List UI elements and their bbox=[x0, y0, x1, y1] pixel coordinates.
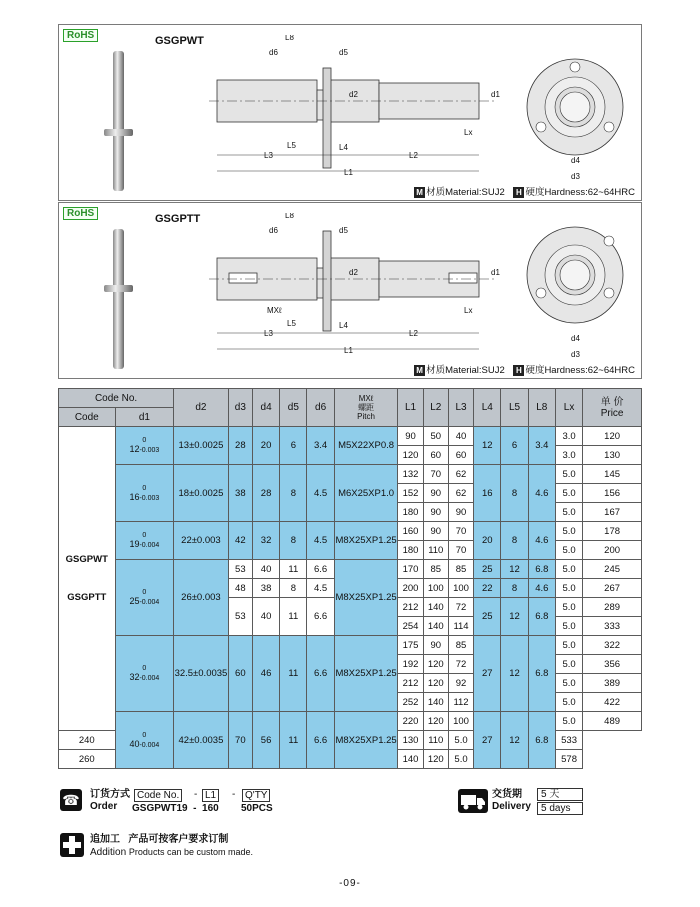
table-cell: 46 bbox=[252, 636, 279, 712]
table-cell: 48 bbox=[228, 579, 252, 598]
table-cell: 70 bbox=[228, 712, 252, 769]
d1-cell bbox=[115, 427, 174, 465]
table-cell: 3.4 bbox=[307, 427, 334, 465]
table-cell: 333 bbox=[583, 617, 642, 636]
table-cell: 32.5±0.0035 bbox=[174, 636, 229, 712]
page-number: -09- bbox=[339, 878, 361, 889]
table-cell: 5.0 bbox=[555, 674, 582, 693]
table-cell: 170 bbox=[398, 560, 423, 579]
table-cell: 5.0 bbox=[555, 712, 582, 731]
table-cell: 85 bbox=[423, 560, 448, 579]
order-example: GSGPWT19 - 160 50PCS bbox=[132, 803, 273, 814]
rohs-badge: RoHS bbox=[63, 29, 98, 42]
dim-l4: L4 bbox=[339, 321, 348, 330]
d1-value: 32 bbox=[129, 672, 140, 682]
table-cell: M5X22XP0.8 bbox=[334, 427, 398, 465]
dim-lx: Lx bbox=[464, 128, 473, 137]
table-cell: 90 bbox=[423, 636, 448, 655]
table-cell: 4.6 bbox=[528, 579, 555, 598]
table-cell: 20 bbox=[474, 522, 501, 560]
table-cell: 11 bbox=[280, 598, 307, 636]
table-cell: 120 bbox=[423, 655, 448, 674]
table-cell: 90 bbox=[423, 503, 448, 522]
table-cell: 26±0.003 bbox=[174, 560, 229, 636]
dim-d4: d4 bbox=[571, 334, 580, 343]
model-title: GSGPTT bbox=[155, 213, 201, 225]
dim-l4: L4 bbox=[339, 143, 348, 152]
drawing-panel-gsgpwt bbox=[58, 24, 642, 201]
table-cell: 28 bbox=[228, 427, 252, 465]
table-cell: 42±0.0035 bbox=[174, 712, 229, 769]
table-cell: 140 bbox=[398, 750, 423, 769]
dim-l2: L2 bbox=[409, 151, 418, 160]
table-cell: 145 bbox=[583, 465, 642, 484]
table-cell: 32 bbox=[252, 522, 279, 560]
table-cell: 5.0 bbox=[555, 617, 582, 636]
flange-end-view bbox=[523, 35, 633, 185]
delivery-en: 5 days bbox=[537, 802, 583, 815]
delivery-cn: 5 天 bbox=[537, 788, 583, 801]
order-box-qty: Q'TY bbox=[242, 789, 270, 802]
table-cell: 245 bbox=[583, 560, 642, 579]
table-cell: 70 bbox=[448, 541, 473, 560]
table-cell: 178 bbox=[583, 522, 642, 541]
hardness-text: 硬度Hardness:62~64HRC bbox=[525, 187, 635, 198]
hardness-icon: H bbox=[513, 365, 524, 376]
delivery-label: 交货期 Delivery bbox=[492, 789, 531, 812]
table-cell: 6.6 bbox=[307, 598, 334, 636]
header-l1: L1 bbox=[398, 389, 423, 427]
table-cell: 38 bbox=[228, 465, 252, 522]
table-cell: 212 bbox=[398, 598, 423, 617]
material-icon: M bbox=[414, 365, 425, 376]
dim-l1: L1 bbox=[344, 168, 353, 177]
table-cell: 6.8 bbox=[528, 712, 555, 769]
dim-l3: L3 bbox=[264, 151, 273, 160]
table-row bbox=[59, 636, 642, 655]
table-cell: 160 bbox=[398, 522, 423, 541]
table-cell: 60 bbox=[448, 446, 473, 465]
table-cell: 4.6 bbox=[528, 465, 555, 522]
order-box-code: Code No. bbox=[134, 789, 182, 802]
dim-d1: d1 bbox=[491, 268, 500, 277]
table-cell: 6.6 bbox=[307, 560, 334, 579]
table-cell: 130 bbox=[398, 731, 423, 750]
table-cell: 252 bbox=[398, 693, 423, 712]
table-cell: 120 bbox=[423, 750, 448, 769]
table-cell: 322 bbox=[583, 636, 642, 655]
table-cell: 260 bbox=[59, 750, 116, 769]
dim-d6: d6 bbox=[269, 48, 278, 57]
table-cell: 140 bbox=[423, 693, 448, 712]
addition-text: 追加工 产品可按客户要求订制 Addition Products can be custom made. bbox=[90, 834, 253, 858]
table-cell: 27 bbox=[474, 712, 501, 769]
header-d1: d1 bbox=[115, 408, 174, 427]
table-row bbox=[59, 427, 642, 446]
header-l5: L5 bbox=[501, 389, 528, 427]
d1-value: 16 bbox=[129, 491, 140, 502]
d1-cell bbox=[115, 712, 174, 769]
table-cell: 70 bbox=[423, 465, 448, 484]
table-cell: M6X25XP1.0 bbox=[334, 465, 398, 522]
table-cell: 220 bbox=[398, 712, 423, 731]
dim-l5: L5 bbox=[287, 319, 296, 328]
d1-cell bbox=[115, 522, 174, 560]
table-cell: 42 bbox=[228, 522, 252, 560]
table-cell: 3.4 bbox=[528, 427, 555, 465]
truck-icon bbox=[458, 789, 488, 813]
table-cell: 25 bbox=[474, 598, 501, 636]
order-label: 订货方式 Order bbox=[90, 789, 130, 812]
dim-l5: L5 bbox=[287, 141, 296, 150]
material-line bbox=[414, 362, 635, 376]
tolerance-upper: 0 bbox=[142, 589, 147, 596]
table-cell: 175 bbox=[398, 636, 423, 655]
shaft-drawing bbox=[209, 213, 509, 373]
table-cell: 254 bbox=[398, 617, 423, 636]
dim-l8: L8 bbox=[285, 213, 294, 220]
table-cell: 8 bbox=[280, 522, 307, 560]
material-text: 材质Material:SUJ2 bbox=[426, 365, 505, 376]
table-cell: 5.0 bbox=[555, 636, 582, 655]
table-cell: 192 bbox=[398, 655, 423, 674]
table-cell: M8X25XP1.25 bbox=[334, 522, 398, 560]
table-cell: M8X25XP1.25 bbox=[334, 560, 398, 636]
table-cell: 120 bbox=[423, 674, 448, 693]
order-dash: - bbox=[194, 789, 198, 800]
table-cell: 6 bbox=[501, 427, 528, 465]
table-cell: 289 bbox=[583, 598, 642, 617]
tolerance-lower: -0.004 bbox=[139, 542, 160, 549]
table-cell: 27 bbox=[474, 636, 501, 712]
table-cell: 12 bbox=[501, 598, 528, 636]
table-cell: 130 bbox=[583, 446, 642, 465]
table-cell: 5.0 bbox=[555, 503, 582, 522]
header-l3: L3 bbox=[448, 389, 473, 427]
dim-l8: L8 bbox=[285, 35, 294, 42]
table-cell: 4.5 bbox=[307, 522, 334, 560]
tolerance-upper: 0 bbox=[142, 437, 147, 444]
order-box-l1: L1 bbox=[202, 789, 219, 802]
table-cell: 5.0 bbox=[555, 693, 582, 712]
table-cell: 56 bbox=[252, 712, 279, 769]
dim-mxl: MXℓ bbox=[267, 306, 282, 315]
table-cell: 132 bbox=[398, 465, 423, 484]
table-cell: 11 bbox=[280, 560, 307, 579]
table-cell: 200 bbox=[583, 541, 642, 560]
table-cell: 90 bbox=[398, 427, 423, 446]
table-cell: 5.0 bbox=[448, 731, 473, 750]
table-cell: 53 bbox=[228, 560, 252, 579]
shaft-photo bbox=[99, 47, 139, 197]
table-cell: 100 bbox=[448, 579, 473, 598]
table-cell: 25 bbox=[474, 560, 501, 579]
table-cell: 8 bbox=[501, 579, 528, 598]
phone-icon: ☎ bbox=[60, 789, 82, 811]
table-cell: M8X25XP1.25 bbox=[334, 636, 398, 712]
shaft-drawing bbox=[209, 35, 509, 195]
tolerance-upper: 0 bbox=[142, 731, 147, 739]
table-cell: 70 bbox=[448, 522, 473, 541]
tolerance-lower: -0.003 bbox=[139, 494, 160, 502]
header-d4: d4 bbox=[252, 389, 279, 427]
dim-l2: L2 bbox=[409, 329, 418, 338]
header-d5: d5 bbox=[280, 389, 307, 427]
table-cell: 3.0 bbox=[555, 427, 582, 446]
tolerance-upper: 0 bbox=[142, 484, 147, 492]
header-l2: L2 bbox=[423, 389, 448, 427]
plus-icon bbox=[60, 833, 84, 857]
table-cell: 72 bbox=[448, 598, 473, 617]
table-cell: 13±0.0025 bbox=[174, 427, 229, 465]
table-cell: 40 bbox=[448, 427, 473, 446]
table-cell: 90 bbox=[423, 484, 448, 503]
table-cell: 50 bbox=[423, 427, 448, 446]
table-cell: 4.6 bbox=[528, 522, 555, 560]
table-cell: 4.5 bbox=[307, 579, 334, 598]
header-code: Code bbox=[59, 408, 116, 427]
table-cell: 5.0 bbox=[555, 598, 582, 617]
table-cell: 533 bbox=[555, 731, 582, 750]
material-line bbox=[414, 184, 635, 198]
d1-cell bbox=[115, 636, 174, 712]
material-text: 材质Material:SUJ2 bbox=[426, 187, 505, 198]
d1-value: 40 bbox=[129, 738, 140, 749]
table-cell: 240 bbox=[59, 731, 116, 750]
d1-value: 19 bbox=[129, 539, 140, 549]
table-cell: 5.0 bbox=[555, 541, 582, 560]
dim-d3: d3 bbox=[571, 172, 580, 181]
table-cell: 167 bbox=[583, 503, 642, 522]
table-cell: 8 bbox=[501, 522, 528, 560]
dim-d4: d4 bbox=[571, 156, 580, 165]
table-cell: 90 bbox=[448, 503, 473, 522]
table-cell: 5.0 bbox=[555, 655, 582, 674]
table-cell: 389 bbox=[583, 674, 642, 693]
table-cell: 6 bbox=[280, 427, 307, 465]
code-gsgptt: GSGPTT bbox=[67, 591, 107, 603]
code-cell bbox=[59, 427, 116, 731]
table-cell: 200 bbox=[398, 579, 423, 598]
table-cell: 62 bbox=[448, 465, 473, 484]
table-cell: 8 bbox=[280, 579, 307, 598]
table-cell: 140 bbox=[423, 617, 448, 636]
header-l8: L8 bbox=[528, 389, 555, 427]
table-cell: 5.0 bbox=[448, 750, 473, 769]
table-cell: 3.0 bbox=[555, 446, 582, 465]
table-cell: 40 bbox=[252, 560, 279, 579]
table-cell: 12 bbox=[474, 427, 501, 465]
table-cell: 6.8 bbox=[528, 598, 555, 636]
table-cell: 90 bbox=[423, 522, 448, 541]
table-cell: 110 bbox=[423, 541, 448, 560]
shaft-photo bbox=[99, 225, 139, 375]
table-cell: 20 bbox=[252, 427, 279, 465]
header-d3: d3 bbox=[228, 389, 252, 427]
table-cell: 120 bbox=[398, 446, 423, 465]
spec-table bbox=[58, 388, 642, 769]
dim-d1: d1 bbox=[491, 90, 500, 99]
table-row bbox=[59, 465, 642, 484]
d1-cell bbox=[115, 560, 174, 636]
dim-lx: Lx bbox=[464, 306, 473, 315]
d1-value: 25 bbox=[129, 596, 140, 606]
table-cell: 16 bbox=[474, 465, 501, 522]
table-cell: 100 bbox=[448, 712, 473, 731]
table-cell: 5.0 bbox=[555, 484, 582, 503]
table-cell: 212 bbox=[398, 674, 423, 693]
table-cell: 489 bbox=[583, 712, 642, 731]
table-cell: M8X25XP1.25 bbox=[334, 712, 398, 769]
tolerance-lower: -0.004 bbox=[139, 741, 160, 749]
header-d2: d2 bbox=[174, 389, 229, 427]
table-cell: 92 bbox=[448, 674, 473, 693]
table-cell: 6.6 bbox=[307, 712, 334, 769]
d1-cell bbox=[115, 465, 174, 522]
table-cell: 62 bbox=[448, 484, 473, 503]
table-cell: 112 bbox=[448, 693, 473, 712]
table-cell: 38 bbox=[252, 579, 279, 598]
hardness-icon: H bbox=[513, 187, 524, 198]
table-cell: 110 bbox=[423, 731, 448, 750]
table-cell: 40 bbox=[252, 598, 279, 636]
table-cell: 11 bbox=[280, 636, 307, 712]
table-cell: 53 bbox=[228, 598, 252, 636]
dim-d5: d5 bbox=[339, 226, 348, 235]
table-cell: 60 bbox=[423, 446, 448, 465]
table-cell: 578 bbox=[555, 750, 582, 769]
dim-d6: d6 bbox=[269, 226, 278, 235]
table-cell: 152 bbox=[398, 484, 423, 503]
material-icon: M bbox=[414, 187, 425, 198]
dim-l1: L1 bbox=[344, 346, 353, 355]
dim-d2: d2 bbox=[349, 268, 358, 277]
table-cell: 114 bbox=[448, 617, 473, 636]
table-cell: 8 bbox=[501, 465, 528, 522]
table-cell: 4.5 bbox=[307, 465, 334, 522]
table-cell: 85 bbox=[448, 636, 473, 655]
table-cell: 422 bbox=[583, 693, 642, 712]
header-lx: Lx bbox=[555, 389, 582, 427]
drawing-panel-gsgptt bbox=[58, 202, 642, 379]
header-mxl: MXℓ 螺距 Pitch bbox=[334, 389, 398, 427]
header-code-no: Code No. bbox=[59, 389, 174, 408]
table-cell: 100 bbox=[423, 579, 448, 598]
table-cell: 120 bbox=[583, 427, 642, 446]
table-cell: 5.0 bbox=[555, 465, 582, 484]
table-cell: 267 bbox=[583, 579, 642, 598]
flange-end-view bbox=[523, 213, 633, 363]
rohs-badge: RoHS bbox=[63, 207, 98, 220]
table-cell: 5.0 bbox=[555, 522, 582, 541]
dim-d5: d5 bbox=[339, 48, 348, 57]
table-cell: 22±0.003 bbox=[174, 522, 229, 560]
order-dash: - bbox=[232, 789, 236, 800]
table-cell: 120 bbox=[423, 712, 448, 731]
table-cell: 5.0 bbox=[555, 579, 582, 598]
table-cell: 6.6 bbox=[307, 636, 334, 712]
table-cell: 5.0 bbox=[555, 560, 582, 579]
dim-d3: d3 bbox=[571, 350, 580, 359]
dim-d2: d2 bbox=[349, 90, 358, 99]
header-l4: L4 bbox=[474, 389, 501, 427]
tolerance-lower: -0.004 bbox=[139, 599, 160, 606]
tolerance-lower: -0.004 bbox=[139, 675, 160, 682]
table-cell: 85 bbox=[448, 560, 473, 579]
table-cell: 156 bbox=[583, 484, 642, 503]
table-cell: 180 bbox=[398, 541, 423, 560]
header-price: 单 价 Price bbox=[583, 389, 642, 427]
hardness-text: 硬度Hardness:62~64HRC bbox=[525, 365, 635, 376]
table-cell: 28 bbox=[252, 465, 279, 522]
tolerance-lower: -0.003 bbox=[139, 447, 160, 454]
table-row bbox=[59, 522, 642, 541]
d1-value: 12 bbox=[129, 444, 140, 454]
table-cell: 180 bbox=[398, 503, 423, 522]
table-cell: 140 bbox=[423, 598, 448, 617]
table-row bbox=[59, 712, 642, 731]
table-cell: 72 bbox=[448, 655, 473, 674]
table-cell: 356 bbox=[583, 655, 642, 674]
table-cell: 6.8 bbox=[528, 560, 555, 579]
tolerance-upper: 0 bbox=[142, 665, 147, 672]
table-cell: 12 bbox=[501, 560, 528, 579]
header-d6: d6 bbox=[307, 389, 334, 427]
table-cell: 12 bbox=[501, 712, 528, 769]
table-cell: 18±0.0025 bbox=[174, 465, 229, 522]
table-cell: 60 bbox=[228, 636, 252, 712]
dim-l3: L3 bbox=[264, 329, 273, 338]
tolerance-upper: 0 bbox=[142, 532, 147, 539]
table-cell: 8 bbox=[280, 465, 307, 522]
model-title: GSGPWT bbox=[155, 35, 204, 47]
table-cell: 6.8 bbox=[528, 636, 555, 712]
table-cell: 11 bbox=[280, 712, 307, 769]
table-row bbox=[59, 560, 642, 579]
code-gsgpwt: GSGPWT bbox=[65, 553, 108, 565]
table-cell: 12 bbox=[501, 636, 528, 712]
table-cell: 22 bbox=[474, 579, 501, 598]
